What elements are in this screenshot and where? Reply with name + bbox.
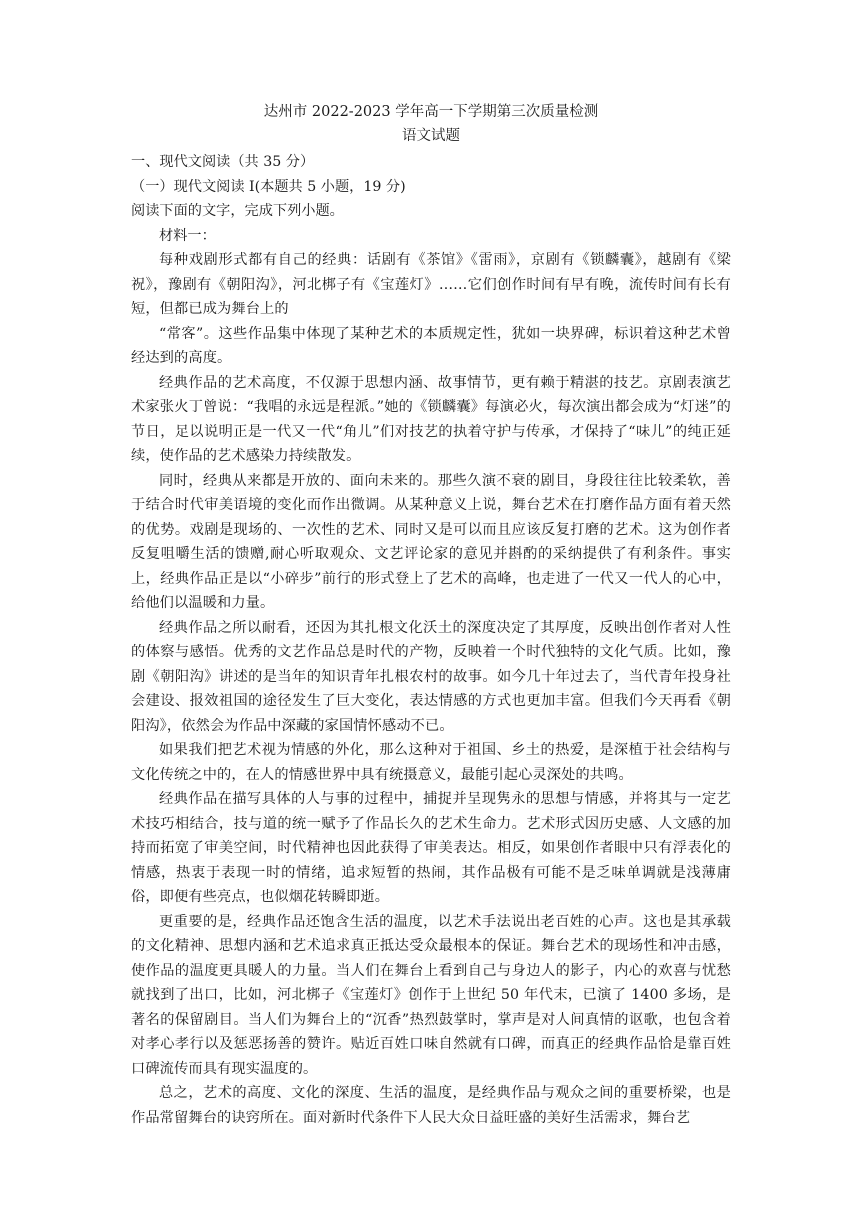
section-heading: 一、现代文阅读（共 35 分） (131, 154, 315, 170)
paragraph: 每种戏剧形式都有自己的经典：话剧有《茶馆》《雷雨》，京剧有《锁麟囊》，越剧有《梁祝》，豫剧有《朝阳沟》，河北梆子有《宝莲灯》……它们创作时间有早有晚，流传时间有长有短，但都已成为舞台上的 (131, 252, 731, 317)
exam-title: 达州市 2022-2023 学年高一下学期第三次质量检测 (263, 104, 599, 120)
document-page (131, 100, 731, 1130)
paragraph: 总之，艺术的高度、文化的深度、生活的温度，是经典作品与观众之间的重要桥梁，也是作品常留舞台的诀窍所在。面对新时代条件下人民大众日益旺盛的美好生活需求，舞台艺 (131, 1085, 731, 1126)
paragraph: 如果我们把艺术视为情感的外化，那么这种对于祖国、乡土的热爱，是深植于社会结构与文化传统之中的，在人的情感世界中具有统摄意义，最能引起心灵深处的共鸣。 (131, 742, 731, 783)
exam-subtitle: 语文试题 (402, 128, 460, 144)
paragraph: 经典作品的艺术高度，不仅源于思想内涵、故事情节，更有赖于精湛的技艺。京剧表演艺术家张火丁曾说：“我唱的永远是程派。”她的《锁麟囊》每演必火，每次演出都会成为“灯迷”的节日，足以说明正是一代又一代“角儿”们对技艺的执着守护与传承，才保持了“味儿”的纯正延续，使作品的艺术感染力持续散发。 (131, 374, 731, 464)
subsection-heading: （一）现代文阅读 I(本题共 5 小题，19 分) (131, 178, 406, 195)
paragraph: 同时，经典从来都是开放的、面向未来的。那些久演不衰的剧目，身段往往比较柔软，善于结合时代审美语境的变化而作出微调。从某种意义上说，舞台艺术在打磨作品方面有着天然的优势。戏剧是现场的、一次性的艺术、同时又是可以而且应该反复打磨的艺术。这为创作者反复咀嚼生活的馈赠,耐心听取观众、文艺评论家的意见并斟酌的采纳提供了有利条件。事实上，经典作品正是以“小碎步”前行的形式登上了艺术的高峰，也走进了一代又一代人的心中，给他们以温暖和力量。 (131, 472, 731, 611)
paragraph: 经典作品在描写具体的人与事的过程中，捕捉并呈现隽永的思想与情感，并将其与一定艺术技巧相结合，技与道的统一赋予了作品长久的艺术生命力。艺术形式因历史感、人文感的加持而拓宽了审美空间，时代精神也因此获得了审美表达。相反，如果创作者眼中只有浮表化的情感，热衷于表现一时的情绪，追求短暂的热闹，其作品极有可能不是乏味单调就是浅薄庸俗，即便有些亮点，也似烟花转瞬即逝。 (131, 791, 731, 905)
paragraph: 经典作品之所以耐看，还因为其扎根文化沃土的深度决定了其厚度，反映出创作者对人性的体察与感悟。优秀的文艺作品总是时代的产物，反映着一个时代独特的文化气质。比如，豫剧《朝阳沟》讲述的是当年的知识青年扎根农村的故事。如今几十年过去了，当代青年投身社会建设、报效祖国的途径发生了巨大变化，表达情感的方式也更加丰富。但我们今天再看《朝阳沟》，依然会为作品中深藏的家国情怀感动不已。 (131, 619, 731, 734)
material-label: 材料一： (159, 227, 216, 244)
paragraph: “常客”。这些作品集中体现了某种艺术的本质规定性，犹如一块界碑，标识着这种艺术曾经达到的高度。 (131, 325, 731, 366)
instruction-text: 阅读下面的文字，完成下列小题。 (131, 203, 344, 219)
paragraph: 更重要的是，经典作品还饱含生活的温度，以艺术手法说出老百姓的心声。这也是其承载的文化精神、思想内涵和艺术追求真正抵达受众最根本的保证。舞台艺术的现场性和冲击感，使作品的温度更具暖人的力量。当人们在舞台上看到自己与身边人的影子，内心的欢喜与忧愁就找到了出口，比如，河北梆子《宝莲灯》创作于上世纪 50 年代末，已演了 1400 多场，是著名的保留剧目。当人们为舞台上的“沉香”热烈鼓掌时，掌声是对人间真情的讴歌，也包含着对孝心孝行以及惩恶扬善的赞许。贴近百姓口味自然就有口碑，而真正的经典作品恰是靠百姓口碑流传而具有现实温度的。 (131, 913, 731, 1077)
